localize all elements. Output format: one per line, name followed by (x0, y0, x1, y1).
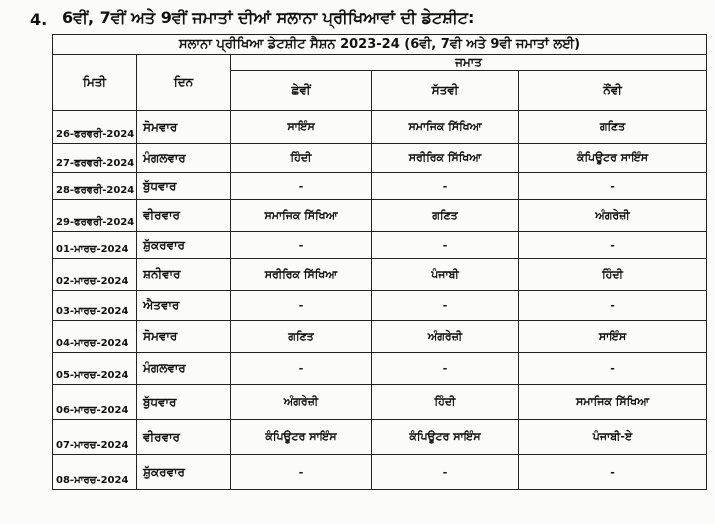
date-cell: 29-ਫਰਵਰੀ-2024 (53, 200, 137, 232)
class-9-subject: - (519, 291, 707, 321)
class-6-subject: - (231, 455, 372, 490)
date-cell: 03-ਮਾਰਚ-2024 (53, 291, 137, 321)
day-cell: ਵੀਰਵਾਰ (137, 200, 231, 232)
section-title: 6ਵੀਂ, 7ਵੀਂ ਅਤੇ 9ਵੀਂ ਜਮਾਤਾਂ ਦੀਆਂ ਸਲਾਨਾ ਪ੍ਰੀਖਿਆਵਾਂ ਦੀ ਡੇਟਸ਼ੀਟ: (62, 8, 475, 27)
table-row (53, 200, 707, 232)
class-7-subject: - (372, 353, 519, 385)
date-cell: 06-ਮਾਰਚ-2024 (53, 385, 137, 420)
class-7-subject: ਹਿੰਦੀ (372, 385, 519, 420)
class-7-subject: - (372, 455, 519, 490)
class-7-header: ਸੱਤਵੀ (372, 71, 519, 111)
class-9-header: ਨੌਂਵੀ (519, 71, 707, 111)
date-cell: 27-ਫਰਵਰੀ-2024 (53, 144, 137, 173)
date-cell: 05-ਮਾਰਚ-2024 (53, 353, 137, 385)
class-6-subject: - (231, 291, 372, 321)
date-cell: 04-ਮਾਰਚ-2024 (53, 321, 137, 353)
date-cell: 08-ਮਾਰਚ-2024 (53, 455, 137, 490)
table-row (53, 232, 707, 259)
class-9-subject: ਪੰਜਾਬੀ-ਏ (519, 420, 707, 455)
table-row (53, 385, 707, 420)
date-cell: 02-ਮਾਰਚ-2024 (53, 259, 137, 291)
date-cell: 26-ਫਰਵਰੀ-2024 (53, 111, 137, 144)
section-number: 4. (30, 10, 48, 29)
class-9-subject: - (519, 455, 707, 490)
table-row (53, 144, 707, 173)
class-9-subject: - (519, 353, 707, 385)
class-6-subject: ਸਰੀਰਿਕ ਸਿੱਖਿਆ (231, 259, 372, 291)
class-9-subject: - (519, 173, 707, 200)
table-row (53, 455, 707, 490)
class-9-subject: ਅੰਗਰੇਜ਼ੀ (519, 200, 707, 232)
table-row (53, 420, 707, 455)
date-cell: 07-ਮਾਰਚ-2024 (53, 420, 137, 455)
class-7-subject: ਸਮਾਜਿਕ ਸਿੱਖਿਆ (372, 111, 519, 144)
class-9-subject: ਸਾਇੰਸ (519, 321, 707, 353)
section-heading (0, 0, 715, 36)
day-cell: ਸ਼ੁੱਕਰਵਾਰ (137, 232, 231, 259)
table-row (53, 291, 707, 321)
day-cell: ਵੀਰਵਾਰ (137, 420, 231, 455)
class-9-subject: ਹਿੰਦੀ (519, 259, 707, 291)
table-row (53, 173, 707, 200)
class-7-subject: ਗਣਿਤ (372, 200, 519, 232)
class-6-subject: - (231, 232, 372, 259)
class-6-subject: ਕੰਪਿਊਟਰ ਸਾਇੰਸ (231, 420, 372, 455)
header-row-1 (53, 55, 707, 71)
day-column-header: ਦਿਨ (137, 55, 231, 111)
class-7-subject: ਅੰਗਰੇਜ਼ੀ (372, 321, 519, 353)
class-7-subject: ਪੰਜਾਬੀ (372, 259, 519, 291)
date-cell: 01-ਮਾਰਚ-2024 (53, 232, 137, 259)
day-cell: ਸੋਮਵਾਰ (137, 111, 231, 144)
class-6-subject: ਸਾਇੰਸ (231, 111, 372, 144)
class-6-header: ਛੇਵੀਂ (231, 71, 372, 111)
class-7-subject: ਕੰਪਿਊਟਰ ਸਾਇੰਸ (372, 420, 519, 455)
class-7-subject: - (372, 173, 519, 200)
table-row (53, 111, 707, 144)
day-cell: ਐਤਵਾਰ (137, 291, 231, 321)
class-9-subject: ਕੰਪਿਊਟਰ ਸਾਇੰਸ (519, 144, 707, 173)
class-6-subject: - (231, 173, 372, 200)
table-row (53, 259, 707, 291)
class-7-subject: - (372, 291, 519, 321)
day-cell: ਬੁੱਧਵਾਰ (137, 385, 231, 420)
table-row (53, 321, 707, 353)
day-cell: ਮੰਗਲਵਾਰ (137, 353, 231, 385)
class-6-subject: ਗਣਿਤ (231, 321, 372, 353)
class-9-subject: - (519, 232, 707, 259)
day-cell: ਸ਼ਨੀਵਾਰ (137, 259, 231, 291)
day-cell: ਮੰਗਲਵਾਰ (137, 144, 231, 173)
class-6-subject: ਸਮਾਜਿਕ ਸਿੱਖਿਆ (231, 200, 372, 232)
class-6-subject: ਹਿੰਦੀ (231, 144, 372, 173)
class-7-subject: - (372, 232, 519, 259)
day-cell: ਸੋਮਵਾਰ (137, 321, 231, 353)
table-title: ਸਲਾਨਾ ਪ੍ਰੀਖਿਆ ਡੇਟਸ਼ੀਟ ਸੈਸ਼ਨ 2023-24 (6ਵੀ, 7ਵੀ ਅਤੇ 9ਵੀ ਜਮਾਤਾਂ ਲਈ) (53, 35, 707, 55)
table-title-row (53, 35, 707, 55)
table-row (53, 353, 707, 385)
class-9-subject: ਸਮਾਜਿਕ ਸਿੱਖਿਆ (519, 385, 707, 420)
datesheet-table (52, 34, 707, 490)
class-7-subject: ਸਰੀਰਿਕ ਸਿੱਖਿਆ (372, 144, 519, 173)
class-6-subject: - (231, 353, 372, 385)
date-column-header: ਮਿਤੀ (53, 55, 137, 111)
class-group-header: ਜਮਾਤ (231, 55, 707, 71)
date-cell: 28-ਫਰਵਰੀ-2024 (53, 173, 137, 200)
day-cell: ਸ਼ੁੱਕਰਵਾਰ (137, 455, 231, 490)
class-9-subject: ਗਣਿਤ (519, 111, 707, 144)
day-cell: ਬੁੱਧਵਾਰ (137, 173, 231, 200)
class-6-subject: ਅੰਗਰੇਜ਼ੀ (231, 385, 372, 420)
